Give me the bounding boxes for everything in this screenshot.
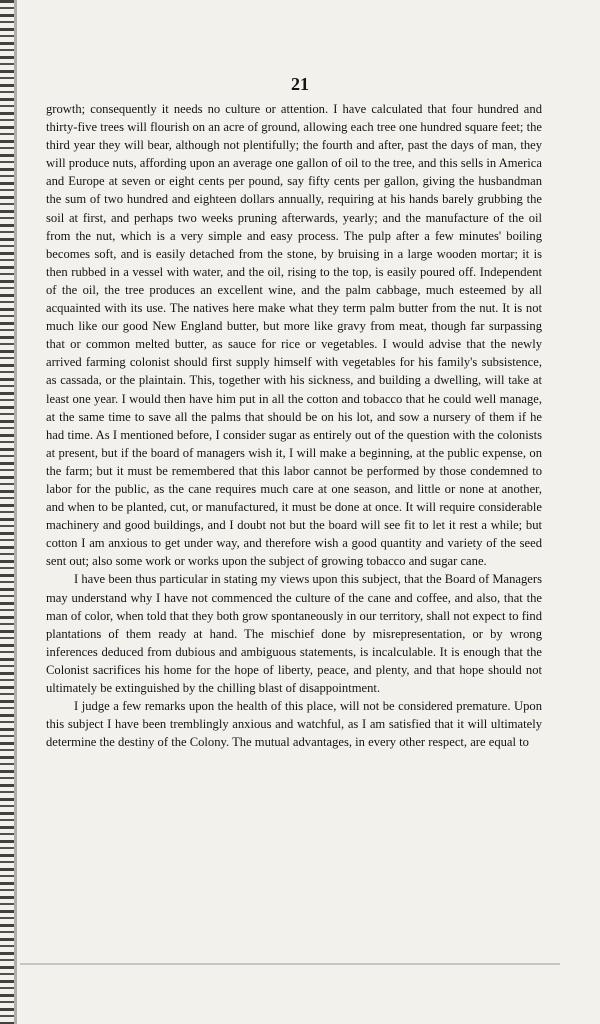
page-body bbox=[46, 100, 542, 751]
paragraph-health: I judge a few remarks upon the health of this place, will not be considered premature. Upon this subject I have been tremblingly anxious and watchful, as I am satisfied that it will ultimately determine the destiny of the Colony. The mutual advantages, in every other respect, are equal to bbox=[46, 699, 542, 750]
scan-bottom-edge bbox=[20, 963, 560, 965]
binding-shadow bbox=[14, 0, 17, 1024]
page-binding-edge bbox=[0, 0, 14, 1024]
paragraph-particular: I have been thus particular in stating my views upon this subject, that the Board of Managers may understand why I have not commenced the culture of the cane and coffee, and also, that the man of color, when told that they both grow spontaneously in our territory, shall not expect to find plantations of them ready at hand. The mischief done by misrepresentation, or by wrong inferences deduced from dubious and ambiguous statements, is incalculable. It is enough that the Colonist sacrifices his home for the hope of liberty, peace, and plenty, and that hope should not ultimately be extinguished by the chilling blast of disappointment. bbox=[46, 572, 542, 695]
page-number: 21 bbox=[291, 74, 309, 94]
paragraph-continued: growth; consequently it needs no culture or attention. I have calculated that four hundred and thirty-five trees will flourish on an acre of ground, allowing each tree one hundred square feet; the third year they will bear, although not plentifully; the fourth and after, past the days of man, they will produce nuts, affording upon an average one gallon of oil to the tree, and this sells in America and Europe at seven or eight cents per pound, say fifty cents per gallon, giving the husbandman the sum of two hundred and eighteen dollars annually, requiring at his hands barely grubbing the soil at first, and perhaps two weeks pruning afterwards, yearly; and the manufacture of the oil from the nut, which is a very simple and easy process. The pulp after a few minutes' boiling becomes soft, and is easily detached from the stone, by bruising in a large wooden mortar; it is then rubbed in a vessel with water, and the oil, rising to the top, is easily poured off. Independent of the oil, the tree produces an excellent wine, and the palm cabbage, much esteemed by all acquainted with its use. The natives here make what they term palm butter from the nut. It is not much like our good New England butter, but more like gravy from meat, though far surpassing that or common melted butter, as sauce for rice or vegetables. I would advise that the newly arrived farming colonist should first supply himself with vegetables for his family's subsistence, as cassada, or the plaintain. This, together with his sickness, and building a dwelling, will take at least one year. I would then have him put in all the cotton and tobacco that he could well manage, at the same time to save all the palms that should be on his lot, and sow a nursery of them if he had time. As I mentioned before, I consider sugar as entirely out of the question with the colonists at present, but if the board of managers wish it, I will make a beginning, at the public expense, on the farm; but it must be remembered that this labor cannot be performed by those condemned to labor for the public, as the cane requires much care at one season, and little or none at another, and when to be planted, cut, or manufactured, it must be done at once. It will require considerable machinery and good buildings, and I doubt not but the board will see fit to let it rest a while; but cotton I am anxious to get under way, and therefore wish a good quantity and variety of the seed sent out; also some work or works upon the subject of growing tobacco and sugar cane. bbox=[46, 102, 542, 569]
